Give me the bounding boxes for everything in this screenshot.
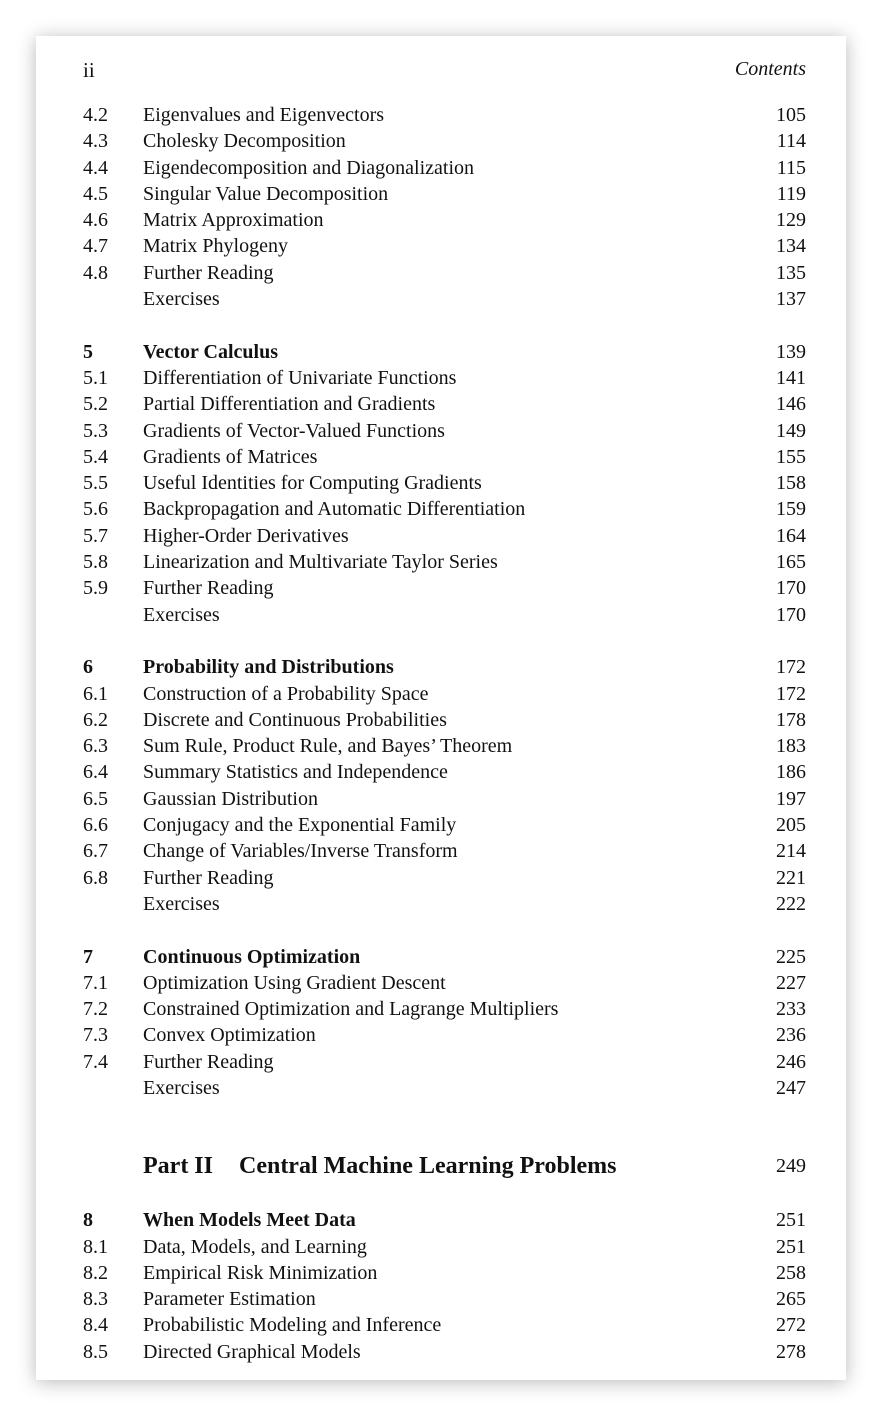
entry-title[interactable]: Differentiation of Univariate Functions <box>143 366 457 389</box>
entry-page-number: 197 <box>776 787 806 810</box>
entry-page-number: 137 <box>776 288 806 311</box>
entry-title[interactable]: Higher-Order Derivatives <box>143 524 349 547</box>
part-page-number: 249 <box>776 1155 806 1178</box>
entry-number: 6.6 <box>83 814 108 837</box>
toc-entry-row[interactable] <box>83 1075 806 1101</box>
entry-title[interactable]: When Models Meet Data <box>143 1209 356 1232</box>
entry-title[interactable]: Further Reading <box>143 577 274 600</box>
toc-entry-row[interactable] <box>83 575 806 601</box>
toc-entry-row[interactable] <box>83 759 806 785</box>
entry-number: 5.3 <box>83 419 108 442</box>
toc-entry-row[interactable] <box>83 812 806 838</box>
entry-number: 5.8 <box>83 551 108 574</box>
toc-entry-row[interactable] <box>83 865 806 891</box>
entry-page-number: 247 <box>776 1076 806 1099</box>
entry-number: 5.6 <box>83 498 108 521</box>
entry-title[interactable]: Exercises <box>143 603 220 626</box>
entry-number: 8.3 <box>83 1288 108 1311</box>
entry-page-number: 159 <box>776 498 806 521</box>
entry-number: 6.8 <box>83 866 108 889</box>
entry-page-number: 233 <box>776 998 806 1021</box>
entry-title[interactable]: Matrix Phylogeny <box>143 235 288 258</box>
entry-number: 5 <box>83 340 93 363</box>
toc-entry-row[interactable] <box>83 1234 806 1260</box>
entry-title[interactable]: Discrete and Continuous Probabilities <box>143 708 447 731</box>
toc-entry-row[interactable] <box>83 102 806 128</box>
entry-page-number: 183 <box>776 735 806 758</box>
entry-title[interactable]: Cholesky Decomposition <box>143 130 346 153</box>
entry-page-number: 251 <box>776 1235 806 1258</box>
entry-number: 8.1 <box>83 1235 108 1258</box>
page-number: ii <box>83 58 95 82</box>
entry-title[interactable]: Probabilistic Modeling and Inference <box>143 1314 442 1337</box>
toc-entry-row[interactable] <box>83 207 806 233</box>
entry-title[interactable]: Exercises <box>143 892 220 915</box>
entry-page-number: 105 <box>776 104 806 126</box>
entry-page-number: 272 <box>776 1314 806 1337</box>
entry-title[interactable]: Gaussian Distribution <box>143 787 318 810</box>
running-title: Contents <box>734 58 806 80</box>
entry-number: 4.4 <box>83 156 108 179</box>
toc-entry-row[interactable] <box>83 707 806 733</box>
entry-title[interactable]: Conjugacy and the Exponential Family <box>143 814 457 837</box>
entry-title[interactable]: Singular Value Decomposition <box>143 182 389 205</box>
entry-number: 4.6 <box>83 209 108 232</box>
entry-number: 5.1 <box>83 366 108 389</box>
toc-entry-row[interactable] <box>83 233 806 259</box>
entry-number: 4.2 <box>83 104 108 126</box>
toc-entry-row[interactable] <box>83 523 806 549</box>
entry-number: 8.5 <box>83 1340 108 1363</box>
entry-number: 5.4 <box>83 445 108 468</box>
entry-page-number: 165 <box>776 551 806 574</box>
entry-title[interactable]: Further Reading <box>143 866 274 889</box>
entry-title[interactable]: Probability and Distributions <box>143 656 394 679</box>
entry-page-number: 258 <box>776 1261 806 1284</box>
entry-page-number: 155 <box>776 445 806 468</box>
entry-title[interactable]: Change of Variables/Inverse Transform <box>143 840 458 863</box>
toc-entry-row[interactable] <box>83 681 806 707</box>
entry-page-number: 158 <box>776 472 806 495</box>
entry-number: 7.4 <box>83 1050 108 1073</box>
entry-number: 7.1 <box>83 971 108 994</box>
entry-page-number: 186 <box>776 761 806 784</box>
entry-page-number: 146 <box>776 393 806 416</box>
toc-entry-row[interactable] <box>83 1260 806 1286</box>
entry-page-number: 139 <box>776 340 806 363</box>
spacer <box>83 917 806 943</box>
entry-title[interactable]: Further Reading <box>143 1050 274 1073</box>
entry-number: 6.1 <box>83 682 108 705</box>
entry-number: 4.7 <box>83 235 108 258</box>
entry-title[interactable]: Vector Calculus <box>143 340 278 363</box>
toc-entry-row[interactable] <box>83 365 806 391</box>
part-label: Part II <box>143 1153 213 1180</box>
toc-entry-row[interactable] <box>83 128 806 154</box>
entry-page-number: 170 <box>776 577 806 600</box>
entry-page-number: 141 <box>776 366 806 389</box>
entry-page-number: 119 <box>776 182 806 205</box>
entry-page-number: 246 <box>776 1050 806 1073</box>
entry-title[interactable]: Optimization Using Gradient Descent <box>143 971 446 994</box>
part-heading[interactable] <box>143 1151 617 1181</box>
entry-number: 6.4 <box>83 761 108 784</box>
toc-part-row[interactable] <box>83 1151 806 1181</box>
entry-page-number: 164 <box>776 524 806 547</box>
toc-entry-row[interactable] <box>83 1049 806 1075</box>
entry-page-number: 134 <box>776 235 806 258</box>
toc-chapter-row[interactable] <box>83 1207 806 1233</box>
entry-number: 6.2 <box>83 708 108 731</box>
toc-entry-row[interactable] <box>83 391 806 417</box>
toc-entry-row[interactable] <box>83 1339 806 1365</box>
toc-entry-row[interactable] <box>83 891 806 917</box>
entry-title[interactable]: Empirical Risk Minimization <box>143 1261 378 1284</box>
entry-number: 6.3 <box>83 735 108 758</box>
entry-title[interactable]: Further Reading <box>143 261 274 284</box>
entry-page-number: 265 <box>776 1288 806 1311</box>
entry-page-number: 214 <box>776 840 806 863</box>
document-page <box>36 36 846 1380</box>
entry-page-number: 170 <box>776 603 806 626</box>
entry-number: 8.2 <box>83 1261 108 1284</box>
toc-entry-row[interactable] <box>83 970 806 996</box>
entry-number: 8 <box>83 1209 93 1232</box>
entry-page-number: 222 <box>776 892 806 915</box>
entry-title[interactable]: Parameter Estimation <box>143 1288 316 1311</box>
spacer <box>83 1181 806 1207</box>
entry-title[interactable]: Constrained Optimization and Lagrange Multipliers <box>143 998 559 1021</box>
entry-page-number: 135 <box>776 261 806 284</box>
toc-chapter-row[interactable] <box>83 654 806 680</box>
toc-entry-row[interactable] <box>83 786 806 812</box>
entry-number: 4.5 <box>83 182 108 205</box>
toc-entry-row[interactable] <box>83 733 806 759</box>
toc-chapter-row[interactable] <box>83 339 806 365</box>
spacer <box>83 628 806 654</box>
entry-page-number: 251 <box>776 1209 806 1232</box>
entry-title[interactable]: Backpropagation and Automatic Differentiation <box>143 498 526 521</box>
entry-title[interactable]: Gradients of Matrices <box>143 445 318 468</box>
entry-number: 7.3 <box>83 1024 108 1047</box>
entry-title[interactable]: Convex Optimization <box>143 1024 316 1047</box>
entry-number: 6.5 <box>83 787 108 810</box>
entry-page-number: 172 <box>776 656 806 679</box>
toc-entry-row[interactable] <box>83 181 806 207</box>
entry-title[interactable]: Eigenvalues and Eigenvectors <box>143 104 385 126</box>
toc-entry-row[interactable] <box>83 996 806 1022</box>
entry-number: 5.9 <box>83 577 108 600</box>
entry-number: 6.7 <box>83 840 108 863</box>
toc-entry-row[interactable] <box>83 470 806 496</box>
entry-title[interactable]: Exercises <box>143 1076 220 1099</box>
toc-entry-row[interactable] <box>83 602 806 628</box>
entry-title[interactable]: Useful Identities for Computing Gradients <box>143 472 482 495</box>
entry-page-number: 221 <box>776 866 806 889</box>
entry-number: 5.7 <box>83 524 108 547</box>
entry-title[interactable]: Exercises <box>143 288 220 311</box>
toc-chapter-row[interactable] <box>83 944 806 970</box>
entry-page-number: 114 <box>776 130 806 153</box>
toc-entry-row[interactable] <box>83 838 806 864</box>
toc-entry-row[interactable] <box>83 496 806 522</box>
entry-title[interactable]: Construction of a Probability Space <box>143 682 429 705</box>
entry-number: 6 <box>83 656 93 679</box>
toc-entry-row[interactable] <box>83 155 806 181</box>
entry-title[interactable]: Summary Statistics and Independence <box>143 761 448 784</box>
entry-title[interactable]: Data, Models, and Learning <box>143 1235 367 1258</box>
toc-entry-row[interactable] <box>83 286 806 312</box>
entry-page-number: 115 <box>776 156 806 179</box>
running-header <box>83 58 806 82</box>
entry-number: 7 <box>83 945 93 968</box>
table-of-contents <box>83 102 806 1365</box>
toc-entry-row[interactable] <box>83 444 806 470</box>
entry-page-number: 278 <box>776 1340 806 1363</box>
entry-title[interactable]: Eigendecomposition and Diagonalization <box>143 156 475 179</box>
entry-title[interactable]: Linearization and Multivariate Taylor Series <box>143 551 498 574</box>
entry-page-number: 205 <box>776 814 806 837</box>
entry-page-number: 172 <box>776 682 806 705</box>
entry-number: 5.5 <box>83 472 108 495</box>
entry-title[interactable]: Continuous Optimization <box>143 945 361 968</box>
entry-page-number: 236 <box>776 1024 806 1047</box>
entry-number: 7.2 <box>83 998 108 1021</box>
toc-entry-row[interactable] <box>83 1022 806 1048</box>
entry-number: 8.4 <box>83 1314 108 1337</box>
entry-title[interactable]: Gradients of Vector-Valued Functions <box>143 419 445 442</box>
entry-page-number: 225 <box>776 945 806 968</box>
part-title: Central Machine Learning Problems <box>238 1153 617 1180</box>
toc-entry-row[interactable] <box>83 549 806 575</box>
toc-entry-row[interactable] <box>83 418 806 444</box>
entry-number: 5.2 <box>83 393 108 416</box>
entry-number: 4.8 <box>83 261 108 284</box>
entry-page-number: 227 <box>776 971 806 994</box>
entry-title[interactable]: Matrix Approximation <box>143 209 324 232</box>
toc-entry-row[interactable] <box>83 1286 806 1312</box>
entry-page-number: 178 <box>776 708 806 731</box>
spacer <box>83 1101 806 1151</box>
entry-title[interactable]: Partial Differentiation and Gradients <box>143 393 436 416</box>
spacer <box>83 312 806 338</box>
entry-number: 4.3 <box>83 130 108 153</box>
entry-title[interactable]: Directed Graphical Models <box>143 1340 361 1363</box>
entry-title[interactable]: Sum Rule, Product Rule, and Bayes’ Theorem <box>143 735 513 758</box>
entry-page-number: 129 <box>776 209 806 232</box>
toc-entry-row[interactable] <box>83 1312 806 1338</box>
toc-entry-row[interactable] <box>83 260 806 286</box>
entry-page-number: 149 <box>776 419 806 442</box>
